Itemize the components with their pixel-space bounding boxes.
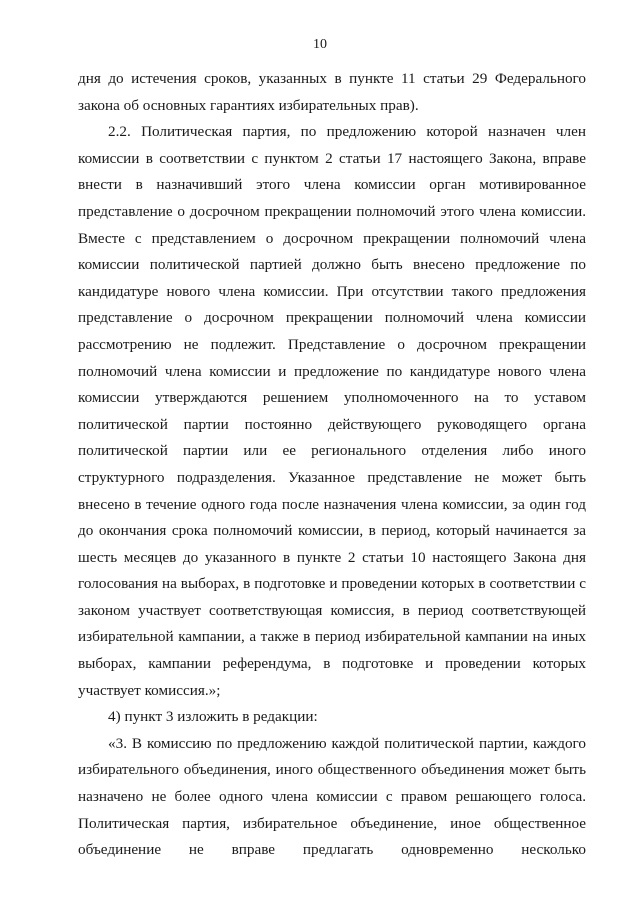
paragraph-item-4: 4) пункт 3 изложить в редакции: [108,708,318,726]
document-body [78,66,586,864]
page-number: 10 [313,37,327,52]
paragraph-2-2: 2.2. Политическая партия, по предложению которой назначен член комиссии в соответствии с пунктом 2 статьи 17 настоящего Закона, вправе внести в назначивший этого члена комиссии орган мотивированное представление о досрочном прекращении полномочий этого члена комиссии. Вместе с представлением о досрочном прекращении полномочий члена комиссии политической партией должно быть внесено предложение по кандидатуре нового члена комиссии. При отсутствии такого предложения представление о досрочном прекращении полномочий члена комиссии рассмотрению не подлежит. Представление о досрочном прекращении полномочий члена комиссии и предложение по кандидатуре нового члена комиссии утверждаются решением уполномоченного на то уставом политической партии постоянно действующего руководящего органа политической партии или ее регионального отделения либо иного структурного подразделения. Указанное представление не может быть внесено в течение одного года после назначения члена комиссии, за один год до окончания срока полномочий комиссии, в период, который начинается за шесть месяцев до указанного в пункте 2 статьи 10 настоящего Закона дня голосования на выборах, в подготовке и проведении которых в соответствии с законом участвует соответствующая комиссия, в период соответствующей избирательной кампании, а также в период избирательной кампании на иных выборах, кампании референдума, в подготовке и проведении которых участвует комиссия.»; [78,123,586,699]
paragraph-item-3-text: «3. В комиссию по предложению каждой политической партии, каждого избирательного объединения, иного общественного объединения может быть назначено не более одного члена комиссии с правом решающего голоса. Политическая партия, избирательное объединение, иное общественное объединение не вправе предлагать одновременно несколько [78,734,586,859]
paragraph-continuation: дня до истечения сроков, указанных в пункте 11 статьи 29 Федерального закона об основных гарантиях избирательных прав). [78,70,586,114]
